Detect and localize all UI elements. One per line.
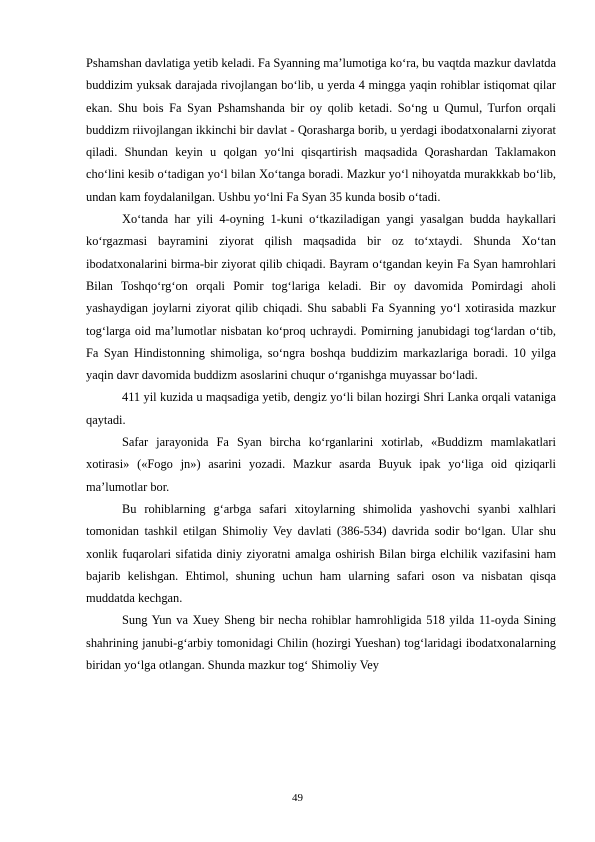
paragraph-4: Safar jarayonida Fa Syan bircha ko‘rganlarini xotirlab, «Buddizm mamlakatlari xotirasi» («Fogo jn») asarini yozadi. Mazkur asarda Buyuk ipak yo‘liga oid qiziqarli ma’lumotlar bor. [86,435,556,494]
document-body [86,52,556,676]
paragraph-2: Xo‘tanda har yili 4-oyning 1-kuni o‘tkaziladigan yangi yasalgan budda haykallari ko‘rgazmasi bayramini ziyorat qilish maqsadida bir oz to‘xtaydi. Shunda Xo‘tan ibodatxonalarini birma-bir ziyorat qilib chiqadi. Bayram o‘tgandan keyin Fa Syan hamrohlari Bilan Toshqo‘rg‘on orqali Pomir tog‘lariga keladi. Bir oy davomida Pomirdagi aholi yashaydigan joylarni ziyorat qilib chiqadi. Shu sababli Fa Syanning yo‘l xotirasida mazkur tog‘larga oid ma’lumotlar nisbatan ko‘proq uchraydi. Pomirning janubidagi tog‘lardan o‘tib, Fa Syan Hindistonning shimoliga, so‘ngra boshqa buddizim markazlariga boradi. 10 yilga yaqin davr davomida buddizm asoslarini chuqur o‘rganishga muyassar bo‘ladi. [86,212,556,383]
paragraph-5: Bu rohiblarning g‘arbga safari xitoylarning shimolida yashovchi syanbi xalhlari tomonidan tashkil etilgan Shimoliy Vey davlati (386-534) davrida sodir bo‘lgan. Ular shu xonlik fuqarolari sifatida diniy ziyoratni amalga oshirish Bilan birga elchilik vazifasini ham bajarib kelishgan. Ehtimol, shuning uchun ham ularning safari oson va nisbatan qisqa muddatda kechgan. [86,501,556,606]
paragraph-1: Pshamshan davlatiga yetib keladi. Fa Syanning ma’lumotiga ko‘ra, bu vaqtda mazkur davlatda buddizim yuksak darajada rivojlangan bo‘lib, u yerda 4 mingga yaqin rohiblar istiqomat qilar ekan. Shu bois Fa Syan Pshamshanda bir oy qolib ketadi. So‘ng u Qumul, Turfon orqali buddizm riivojlangan ikkinchi bir davlat - Qorasharga borib, u yerdagi ibodatxonalarni ziyorat qiladi. Shundan keyin u qolgan yo‘lni qisqartirish maqsadida Qorashardan Taklamakon cho‘lini kesib o‘tadigan yo‘l bilan Xo‘tanga boradi. Mazkur yo‘l nihoyatda murakkkab bo‘lib, undan kam foydalanilgan. Ushbu yo‘lni Fa Syan 35 kunda bosib o‘tadi. [86,56,556,204]
paragraph-6: Sung Yun va Xuey Sheng bir necha rohiblar hamrohligida 518 yilda 11-oyda Sining shahrining janubi-g‘arbiy tomonidagi Chilin (hozirgi Yueshan) tog‘laridagi ibodatxonalarning biridan yo‘lga otlangan. Shunda mazkur tog‘ Shimoliy Vey [86,613,556,673]
paragraph-3: 411 yil kuzida u maqsadiga yetib, dengiz yo‘li bilan hozirgi Shri Lanka orqali vataniga qaytadi. [86,390,556,427]
page-number: 49 [292,792,303,804]
